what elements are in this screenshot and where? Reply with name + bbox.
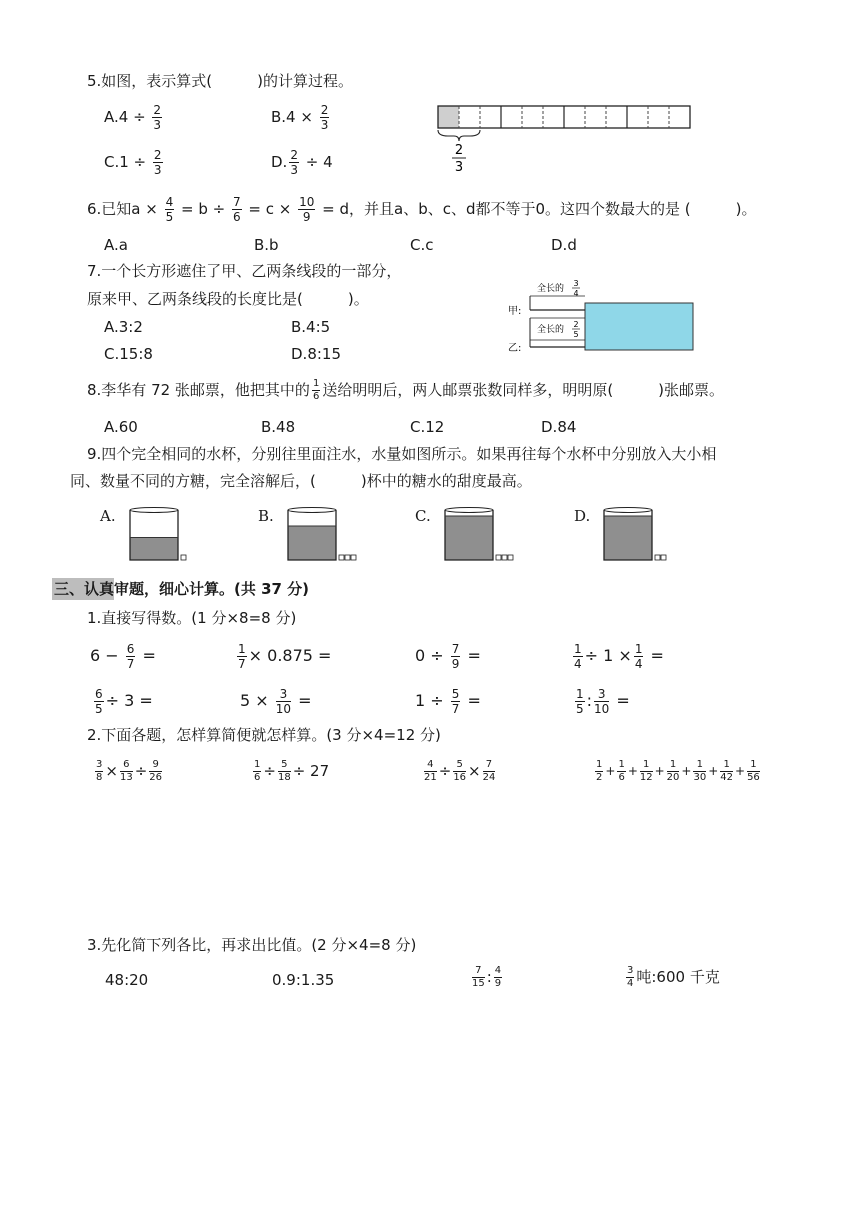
q6-stem: 6.已知a × $\frac{4}{5}$ = b ÷ $\frac{7}{6}$ = c × $\frac{10}{9}$ = d，并且a、b、c、d都不等于0。这四个数最大的是 ( )。 — [87, 195, 757, 224]
q7-jia-denominator: 4 — [573, 289, 579, 298]
q5-option-b-fraction: $\frac{2}{3}$ — [320, 103, 329, 132]
q5-option-a-prefix: A.4 ÷ — [104, 108, 151, 126]
plus-sign: + — [654, 764, 665, 778]
q9-cup-rim — [288, 508, 336, 513]
q5-brace-numerator: 2 — [454, 143, 464, 158]
q9-sugar-cube — [496, 555, 501, 560]
q9-sugar-cube — [345, 555, 350, 560]
q9-cup — [126, 504, 206, 566]
sum-term: $\frac{1}{20}$ — [666, 759, 680, 783]
s3-2-expr-1: $\frac{3}{8}$ × $\frac{6}{13}$ ÷ $\frac{9}{26}$ — [96, 759, 162, 783]
sum-term: $\frac{1}{2}$ — [596, 759, 603, 783]
q9-cup — [600, 504, 680, 566]
q9-sugar-cube — [655, 555, 660, 560]
q9-cup-rim — [130, 508, 178, 513]
q9-cup-label[interactable]: C. — [415, 507, 431, 525]
s3-1-item-3: 0 ÷ $\frac{7}{9}$ = — [415, 642, 481, 671]
s3-1-item-7: 1 ÷ $\frac{5}{7}$ = — [415, 687, 481, 716]
plus-sign: + — [627, 764, 638, 778]
s3-2-expr-4 — [593, 760, 762, 783]
q6-option-d[interactable]: D.d — [551, 236, 577, 254]
q7-option-b[interactable]: B.4:5 — [291, 318, 331, 336]
q7-option-c[interactable]: C.15:8 — [104, 345, 153, 363]
sum-term: $\frac{1}{56}$ — [747, 759, 760, 783]
q9-stem-line-2: 同、数量不同的方糖，完全溶解后，( )杯中的糖水的甜度最高。 — [70, 472, 532, 490]
q5-option-b-prefix: B.4 × — [271, 108, 318, 126]
q7-covering-rectangle — [585, 303, 693, 350]
q5-option-d-fraction: $\frac{2}{3}$ — [290, 148, 298, 177]
sum-term: $\frac{1}{12}$ — [639, 759, 653, 783]
q5-stem: 5.如图，表示算式( )的计算过程。 — [87, 72, 354, 90]
q9-stem-line-1: 9.四个完全相同的水杯，分别往里面注水，水量如图所示。如果再往每个水杯中分别放入大小相 — [87, 445, 717, 463]
s3-1-item-5: $\frac{6}{5}$ ÷ 3 = — [95, 687, 153, 716]
s3-1-item-8: $\frac{1}{5}$ : $\frac{3}{10}$ = — [576, 687, 630, 716]
q6-fraction-2: $\frac{7}{6}$ — [232, 195, 241, 224]
q8-option-d[interactable]: D.84 — [541, 418, 577, 436]
q9-cup-water — [130, 538, 178, 561]
q9-cup — [284, 504, 364, 566]
q9-sugar-cube — [508, 555, 513, 560]
q7-segment-diagram — [508, 276, 703, 358]
q7-jia-note: 全长的 — [537, 284, 565, 294]
s3-part-2-heading: 2.下面各题，怎样算简便就怎样算。(3 分×4=12 分) — [87, 726, 441, 744]
q9-cup-label[interactable]: A. — [100, 507, 116, 525]
q7-stem-line-1: 7.一个长方形遮住了甲、乙两条线段的一部分， — [87, 262, 402, 280]
q5-option-d-prefix: D. — [271, 153, 288, 171]
q6-option-a[interactable]: A.a — [104, 236, 128, 254]
q9-cup-rim — [445, 508, 493, 513]
q7-yi-note: 全长的 — [537, 325, 565, 335]
q5-option-c-prefix: C.1 ÷ — [104, 153, 151, 171]
q8-stem: 8.李华有 72 张邮票，他把其中的 $\frac{1}{6}$ 送给明明后，两人邮票张数同样多，明明原( )张邮票。 — [87, 378, 725, 402]
q5-shaded-part — [438, 106, 459, 128]
q7-jia-numerator: 3 — [573, 279, 579, 288]
s3-2-expr-3: $\frac{4}{21}$ ÷ $\frac{5}{16}$ × $\frac{7}{24}$ — [424, 759, 496, 783]
q9-cup-label[interactable]: D. — [574, 507, 591, 525]
plus-sign: + — [708, 764, 719, 778]
q9-cup — [441, 504, 521, 566]
q9-sugar-cube — [339, 555, 344, 560]
q5-unit-dividers — [501, 106, 627, 128]
q7-stem-line-2: 原来甲、乙两条线段的长度比是( )。 — [87, 290, 369, 308]
q8-fraction: $\frac{1}{6}$ — [312, 378, 320, 402]
q7-option-d[interactable]: D.8:15 — [291, 345, 342, 363]
q9-cup-water — [288, 526, 336, 560]
q6-fraction-3: $\frac{10}{9}$ — [299, 195, 315, 224]
q8-option-a[interactable]: A.60 — [104, 418, 138, 436]
s3-1-item-6: 5 × $\frac{3}{10}$ = — [240, 687, 312, 716]
q7-yi-denominator: 5 — [573, 330, 579, 339]
q5-option-c-fraction: $\frac{2}{3}$ — [153, 148, 162, 177]
q5-option-a[interactable] — [104, 104, 164, 131]
sum-term: $\frac{1}{6}$ — [618, 759, 625, 783]
plus-sign: + — [735, 764, 746, 778]
s3-3-ratio-3: $\frac{7}{15}$ : $\frac{4}{9}$ — [472, 965, 502, 989]
q9-cup-label[interactable]: B. — [258, 507, 274, 525]
s3-3-ratio-2: 0.9:1.35 — [272, 971, 335, 989]
q9-cup-water — [445, 516, 493, 560]
q5-option-c[interactable] — [104, 149, 165, 176]
q7-option-a[interactable]: A.3:2 — [104, 318, 143, 336]
q5-option-d[interactable] — [271, 149, 333, 176]
section-3-title: 三、认真审题，细心计算。(共 37 分) — [54, 580, 310, 598]
q5-option-d-suffix: ÷ 4 — [300, 153, 333, 171]
q5-brace-denominator: 3 — [454, 160, 464, 175]
plus-sign: + — [681, 764, 692, 778]
q7-yi-numerator: 2 — [573, 320, 579, 329]
s3-3-ratio-1: 48:20 — [105, 971, 149, 989]
s3-1-item-2: $\frac{1}{7}$ × 0.875 = — [238, 642, 332, 671]
sum-term: $\frac{1}{42}$ — [720, 759, 733, 783]
q9-sugar-cube — [502, 555, 507, 560]
q7-label-jia: 甲: — [508, 306, 522, 317]
q5-strip-diagram — [430, 100, 700, 175]
q9-sugar-cube — [661, 555, 666, 560]
q6-fraction-1: $\frac{4}{5}$ — [165, 195, 174, 224]
q5-option-a-fraction: $\frac{2}{3}$ — [153, 103, 162, 132]
s3-1-item-1: 6 − $\frac{6}{7}$ = — [90, 642, 156, 671]
q9-sugar-cube — [351, 555, 356, 560]
q9-sugar-cube — [181, 555, 186, 560]
s3-1-item-4: $\frac{1}{4}$ ÷ 1 × $\frac{1}{4}$ = — [574, 642, 664, 671]
q8-option-b[interactable]: B.48 — [261, 418, 296, 436]
s3-part-3-heading: 3.先化简下列各比，再求出比值。(2 分×4=8 分) — [87, 936, 417, 954]
q9-cup-water — [604, 516, 652, 560]
q8-option-c[interactable]: C.12 — [410, 418, 445, 436]
s3-part-1-heading: 1.直接写得数。(1 分×8=8 分) — [87, 609, 297, 627]
s3-3-ratio-4: $\frac{3}{4}$ 吨:600 千克 — [627, 965, 720, 989]
sum-term: $\frac{1}{30}$ — [693, 759, 707, 783]
q7-label-yi: 乙: — [508, 343, 522, 354]
s3-2-expr-2: $\frac{1}{6}$ ÷ $\frac{5}{18}$ ÷ 27 — [254, 759, 330, 783]
q6-option-c[interactable]: C.c — [410, 236, 434, 254]
plus-sign: + — [605, 764, 616, 778]
q5-option-b[interactable] — [271, 104, 331, 131]
q5-brace — [438, 130, 480, 141]
q9-cup-rim — [604, 508, 652, 513]
q6-option-b[interactable]: B.b — [254, 236, 279, 254]
